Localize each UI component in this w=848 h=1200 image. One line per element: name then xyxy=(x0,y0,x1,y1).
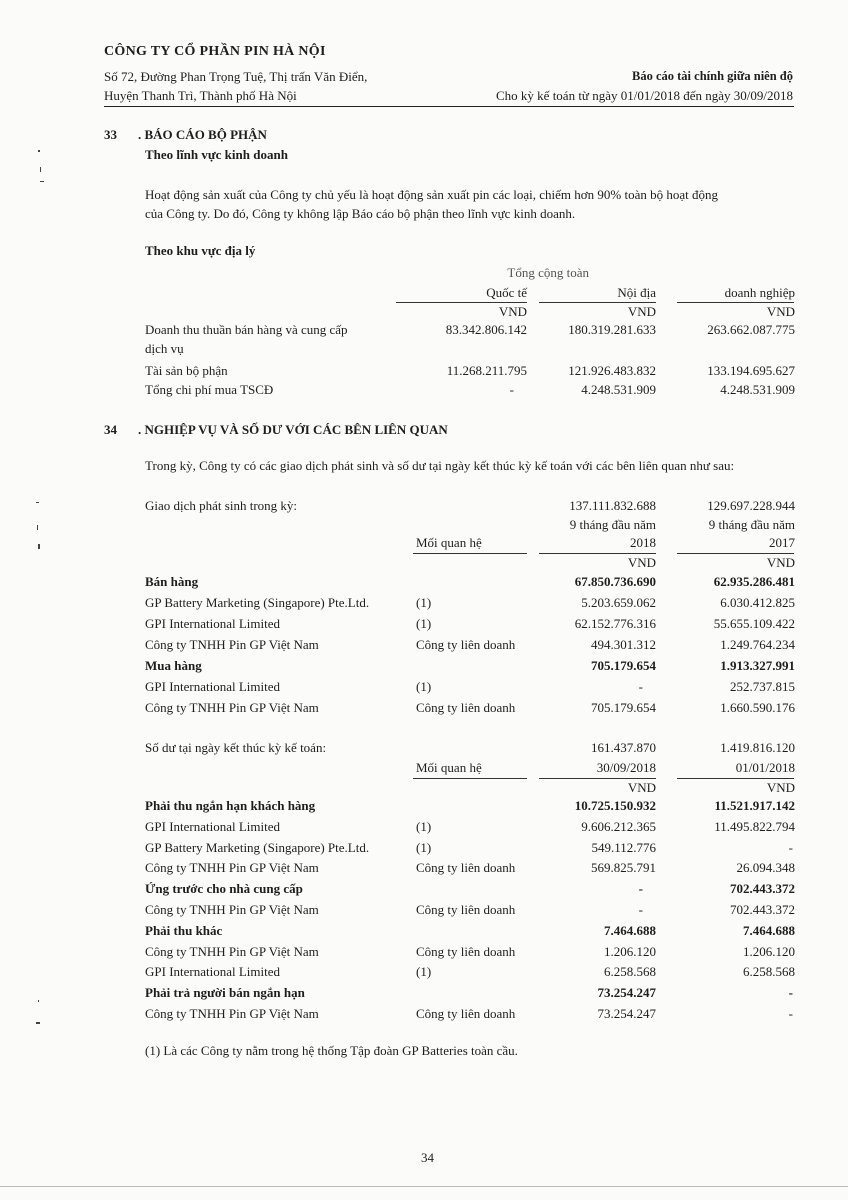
row-relationship: (1) xyxy=(416,616,432,631)
row-label: GP Battery Marketing (Singapore) Pte.Ltd. xyxy=(145,839,370,855)
balances-rel-rule xyxy=(413,778,527,779)
row-value-prior: 7.464.688 xyxy=(743,922,795,938)
row-label: Mua hàng xyxy=(145,658,202,673)
balances-unit-2018: VND xyxy=(627,780,656,795)
row-label: Bán hàng xyxy=(145,574,199,589)
transactions-label: Giao dịch phát sinh trong kỳ: xyxy=(145,498,298,513)
row-label: Công ty TNHH Pin GP Việt Nam xyxy=(145,902,319,917)
geo-cell-intl: 11.268.211.795 xyxy=(446,363,527,378)
scan-speck xyxy=(37,525,38,530)
row-value-prior: - xyxy=(788,839,793,855)
geo-col1-rule xyxy=(396,302,527,303)
row-value-current: 569.825.791 xyxy=(591,860,656,876)
row-value-current: 7.464.688 xyxy=(604,922,656,938)
row-value-prior: 11.521.917.142 xyxy=(714,798,795,813)
row-label: Công ty TNHH Pin GP Việt Nam xyxy=(145,860,319,876)
geo-col3-rule xyxy=(677,302,794,303)
row-relationship: (1) xyxy=(416,679,432,694)
balances-header-2018: 30/09/2018 xyxy=(596,760,656,775)
company-address-line1: Số 72, Đường Phan Trọng Tuệ, Thị trấn Văn Điển, xyxy=(104,69,368,84)
transactions-col2-rule xyxy=(677,553,794,554)
row-label: GP Battery Marketing (Singapore) Pte.Ltd. xyxy=(145,595,370,610)
row-value-current: 494.301.312 xyxy=(591,637,656,652)
geo-cell-total: 4.248.531.909 xyxy=(720,382,795,397)
row-value-current: 705.179.654 xyxy=(591,700,656,715)
transactions-header-2018-line2: 2018 xyxy=(630,535,656,550)
header-rule xyxy=(104,106,794,107)
row-value-current: 549.112.776 xyxy=(591,839,656,855)
scan-edge xyxy=(0,1186,848,1187)
transactions-extra-2018: 137.111.832.688 xyxy=(569,498,656,513)
row-value-prior: 62.935.286.481 xyxy=(713,574,795,589)
row-value-current: - xyxy=(638,881,643,897)
geo-cell-total: 263.662.087.775 xyxy=(707,322,795,337)
transactions-header-2017-line1: 9 tháng đầu năm xyxy=(708,517,795,532)
section-33-number: 33 xyxy=(104,127,117,142)
geo-cell-intl: 83.342.806.142 xyxy=(445,322,527,337)
transactions-header-2017-line2: 2017 xyxy=(769,535,795,550)
geo-row-label: Tài sản bộ phận xyxy=(145,363,228,378)
row-value-prior: 6.258.568 xyxy=(743,964,795,980)
row-label: GPI International Limited xyxy=(145,616,281,631)
section-34-intro: Trong kỳ, Công ty có các giao dịch phát sinh và số dư tại ngày kết thúc kỳ kế toán với các bên liên quan như sau: xyxy=(145,458,735,473)
row-label: GPI International Limited xyxy=(145,679,281,694)
scan-speck xyxy=(38,544,40,549)
section-33-subheading-geography: Theo khu vực địa lý xyxy=(145,243,256,258)
report-period: Cho kỳ kế toán từ ngày 01/01/2018 đến ngày 30/09/2018 xyxy=(496,88,793,103)
row-relationship: Công ty liên doanh xyxy=(416,700,516,715)
balances-label: Số dư tại ngày kết thúc kỳ kế toán: xyxy=(145,740,327,755)
geo-row-label: Doanh thu thuần bán hàng và cung cấp xyxy=(145,322,348,337)
row-value-current: 9.606.212.365 xyxy=(581,818,656,834)
section-33-subheading-business: Theo lĩnh vực kinh doanh xyxy=(145,147,288,162)
row-relationship: (1) xyxy=(416,839,432,855)
geo-col3-header-line1: Tổng cộng toàn xyxy=(507,265,589,280)
row-label: Ứng trước cho nhà cung cấp xyxy=(145,881,303,897)
balances-col2-rule xyxy=(677,778,794,779)
geo-col3-unit: VND xyxy=(766,304,795,319)
row-relationship: Công ty liên doanh xyxy=(416,902,516,917)
row-value-prior: 6.030.412.825 xyxy=(720,595,795,610)
company-address-line2: Huyện Thanh Trì, Thành phố Hà Nội xyxy=(104,88,297,103)
row-relationship: Công ty liên doanh xyxy=(416,637,516,652)
balances-extra-2018: 161.437.870 xyxy=(591,740,656,755)
section-33-title: . BÁO CÁO BỘ PHẬN xyxy=(138,127,267,142)
row-value-prior: 1.660.590.176 xyxy=(720,700,795,715)
row-value-prior: 11.495.822.794 xyxy=(714,818,795,834)
geo-col1-unit: VND xyxy=(498,304,527,319)
row-relationship: Công ty liên doanh xyxy=(416,943,516,959)
company-name: CÔNG TY CỔ PHẦN PIN HÀ NỘI xyxy=(104,44,326,59)
balances-header-2017: 01/01/2018 xyxy=(735,760,795,775)
transactions-header-2018-line1: 9 tháng đầu năm xyxy=(569,517,656,532)
report-title: Báo cáo tài chính giữa niên độ xyxy=(632,69,793,83)
scan-speck xyxy=(36,502,39,503)
footnote: (1) Là các Công ty nằm trong hệ thống Tập đoàn GP Batteries toàn cầu. xyxy=(145,1043,518,1058)
row-value-current: 67.850.736.690 xyxy=(574,574,656,589)
row-value-current: - xyxy=(638,679,643,694)
row-relationship: Công ty liên doanh xyxy=(416,860,516,876)
geo-cell-domestic: 4.248.531.909 xyxy=(581,382,656,397)
row-value-current: 62.152.776.316 xyxy=(574,616,656,631)
balances-relationship-header: Mối quan hệ xyxy=(416,760,482,775)
page-number: 34 xyxy=(421,1150,434,1165)
balances-unit-2017: VND xyxy=(766,780,795,795)
geo-row-label-cont: dịch vụ xyxy=(145,341,184,356)
row-label: Phải thu ngắn hạn khách hàng xyxy=(145,798,316,813)
transactions-col1-rule xyxy=(539,553,656,554)
transactions-unit-2017: VND xyxy=(766,555,795,570)
row-label: Phải trả người bán ngắn hạn xyxy=(145,985,305,1001)
transactions-rel-rule xyxy=(413,553,527,554)
row-value-prior: 702.443.372 xyxy=(730,881,795,897)
section-34-title: . NGHIỆP VỤ VÀ SỐ DƯ VỚI CÁC BÊN LIÊN QUAN xyxy=(138,422,448,437)
row-label: Phải thu khác xyxy=(145,922,223,938)
row-label: GPI International Limited xyxy=(145,964,281,980)
row-value-prior: 1.206.120 xyxy=(743,943,795,959)
geo-col2-rule xyxy=(539,302,656,303)
geo-row-label: Tổng chi phí mua TSCĐ xyxy=(145,382,274,397)
row-value-prior: - xyxy=(788,1006,793,1021)
row-value-current: 73.254.247 xyxy=(597,1006,656,1021)
geo-col2-header: Nội địa xyxy=(617,285,656,300)
row-value-current: 73.254.247 xyxy=(597,985,656,1001)
geo-col2-unit: VND xyxy=(627,304,656,319)
row-value-current: 10.725.150.932 xyxy=(574,798,656,813)
section-33-paragraph xyxy=(145,185,795,223)
row-value-current: - xyxy=(638,902,643,917)
row-relationship: Công ty liên doanh xyxy=(416,1006,516,1021)
transactions-relationship-header: Mối quan hệ xyxy=(416,535,482,550)
scan-speck xyxy=(36,1022,40,1024)
scan-speck xyxy=(40,167,41,172)
geo-cell-domestic: 121.926.483.832 xyxy=(568,363,656,378)
balances-col1-rule xyxy=(539,778,656,779)
scan-speck xyxy=(40,181,44,182)
geo-cell-total: 133.194.695.627 xyxy=(707,363,795,378)
row-value-prior: 702.443.372 xyxy=(730,902,795,917)
geo-col1-header: Quốc tế xyxy=(486,285,527,300)
row-value-prior: - xyxy=(788,985,793,1001)
geo-cell-domestic: 180.319.281.633 xyxy=(568,322,656,337)
row-value-prior: 1.913.327.991 xyxy=(720,658,795,673)
row-label: Công ty TNHH Pin GP Việt Nam xyxy=(145,700,319,715)
transactions-extra-2017: 129.697.228.944 xyxy=(707,498,795,513)
row-value-current: 1.206.120 xyxy=(604,943,656,959)
row-relationship: (1) xyxy=(416,595,432,610)
row-label: Công ty TNHH Pin GP Việt Nam xyxy=(145,637,319,652)
row-value-prior: 252.737.815 xyxy=(730,679,795,694)
row-value-prior: 26.094.348 xyxy=(736,860,795,876)
balances-extra-2017: 1.419.816.120 xyxy=(720,740,795,755)
row-value-prior: 55.655.109.422 xyxy=(713,616,795,631)
row-value-current: 705.179.654 xyxy=(591,658,656,673)
row-value-current: 6.258.568 xyxy=(604,964,656,980)
section-33-paragraph-line2: của Công ty. Do đó, Công ty không lập Báo cáo bộ phận theo lĩnh vực kinh doanh. xyxy=(145,206,576,221)
scan-speck xyxy=(38,1000,39,1002)
row-relationship: (1) xyxy=(416,964,432,980)
geo-cell-intl: - xyxy=(509,382,514,397)
geo-col3-header-line2: doanh nghiệp xyxy=(724,285,795,300)
section-34-number: 34 xyxy=(104,422,117,437)
row-label: Công ty TNHH Pin GP Việt Nam xyxy=(145,1006,319,1021)
row-value-prior: 1.249.764.234 xyxy=(720,637,795,652)
row-label: Công ty TNHH Pin GP Việt Nam xyxy=(145,943,319,959)
transactions-unit-2018: VND xyxy=(627,555,656,570)
row-relationship: (1) xyxy=(416,818,432,834)
row-label: GPI International Limited xyxy=(145,818,281,834)
section-33-paragraph-line1: Hoạt động sản xuất của Công ty chủ yếu là hoạt động sản xuất pin các loại, chiếm hơn 90% toàn bộ hoạt động xyxy=(145,187,718,202)
scan-speck xyxy=(38,150,40,152)
row-value-current: 5.203.659.062 xyxy=(581,595,656,610)
